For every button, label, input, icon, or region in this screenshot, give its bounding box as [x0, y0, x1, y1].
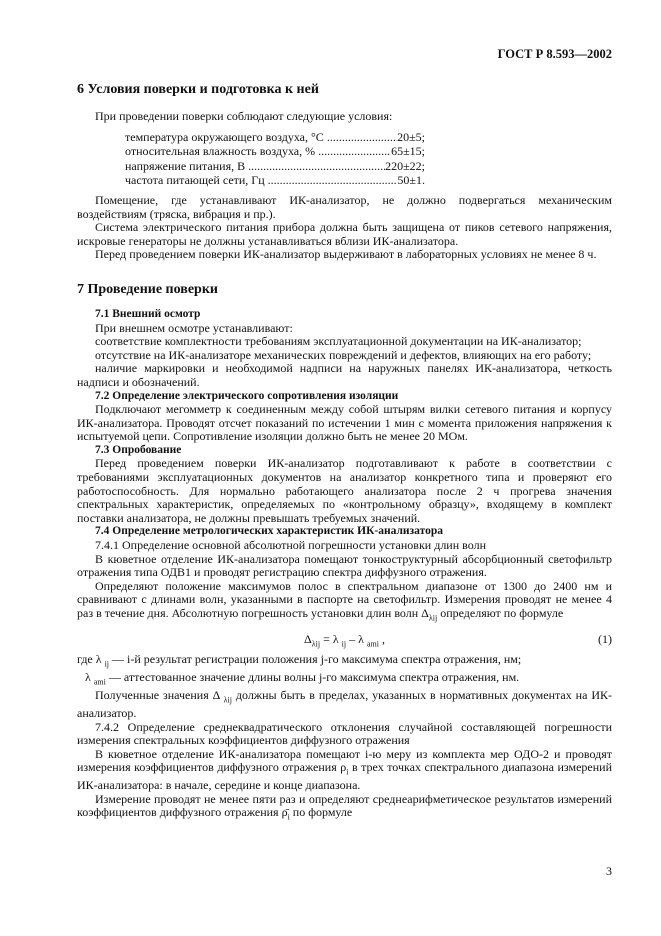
- paragraph: Помещение, где устанавливают ИК-анализатор, не должно подвергаться механическим воздействиям (тряска, вибрация и пр.).: [77, 192, 612, 221]
- paragraph: Перед проведением поверки ИК-анализатор подготавливают к работе в соответствии с требованиями эксплуатационных документов на анализатор конкретного типа и проверяют его работоспособность. Для нормально работающего анализатора после 2 ч прогрева значения спектральных характеристик, определяемых по «контрольному образцу», входящему в комплект поставки анализатора, не должны превышать требуемых значений.: [77, 456, 612, 525]
- paragraph: В кюветное отделение ИК-анализатора помещают i-ю меру из комплекта мер ОДО-2 и проводят измерения коэффициентов диффузного отражения $\rho_i$ в трех точках спектрального диапазона измерений ИК-анализатора: в начале, середине и конце диапазона.: [77, 746, 612, 793]
- paragraph: Система электрического питания прибора должна быть защищена от пиков сетевого напряжения, искровые генераторы не должны устанавливаться вблизи ИК-анализатора.: [77, 220, 612, 248]
- formula-1: $\Delta_{\lambda ij} = \lambda$ $_{ij}$ – λ $_{ami}$ , (1): [77, 625, 612, 653]
- section-7-3-title: 7.3 Опробование: [95, 443, 182, 456]
- paragraph: Измерение проводят не менее пяти раз и определяют среднеарифметическое результатов измерений коэффициентов диффузного отражения $\rhō_i$ по формуле: [77, 791, 612, 822]
- section-7-1-title: 7.1 Внешний осмотр: [95, 307, 201, 320]
- section-6-title: 6 Условия поверки и подготовка к ней: [77, 82, 319, 97]
- conditions-list: [125, 130, 612, 188]
- paragraph: Полученные значения Δ $_{\lambda ij}$ должны быть в пределах, указанных в нормативных документах на ИК-анализатор.: [77, 687, 612, 720]
- section-7-4-title: 7.4 Определение метрологических характеристик ИК-анализатора: [95, 525, 444, 538]
- page-body: [77, 0, 612, 824]
- document-header: ГОСТ Р 8.593—2002: [497, 47, 612, 61]
- s6-intro: При проведении поверки соблюдают следующие условия:: [95, 109, 393, 123]
- condition-item: частота питающей сети, Гц ..... 50±1.: [125, 173, 425, 188]
- paragraph: наличие маркировки и необходимой надписи на наружных панелях ИК-анализатора, четкость надписи и обозначений.: [77, 361, 612, 389]
- paragraph: соответствие комплектности требованиям эксплуатационной документации на ИК-анализатор;: [95, 334, 582, 349]
- paragraph: Подключают мегомметр к соединенным между собой штырям вилки сетевого питания и корпусу ИК-анализатора. Проводят отсчет показаний по истечении 1 мин с момента приложения напряжения к испытуемой цепи. Сопротивление изоляции должно быть не менее 20 МОм.: [77, 402, 612, 444]
- condition-item: температура окружающего воздуха, °С ..... 20±5;: [125, 130, 425, 145]
- paragraph: Определяют положение максимумов полос в спектральном диапазоне от 1300 до 2400 нм и сравнивают с длинами волн, указанными в паспорте на светофильтр. Измерения проводят не менее 4 раз в течение дня. Абсолютную погрешность установки длин волн $\Delta_{\lambda ij}$ определяют по формуле: [77, 578, 612, 623]
- section-7-title: 7 Проведение поверки: [77, 281, 218, 297]
- subsection-7-4-1: 7.4.1 Определение основной абсолютной погрешности установки длин волн: [95, 538, 486, 553]
- paragraph: В кюветное отделение ИК-анализатора помещают тонкоструктурный абсорбционный светофильтр отражения типа ОДВ1 и проводят регистрацию спектра диффузного отражения.: [77, 551, 612, 580]
- subsection-7-4-2: 7.4.2 Определение среднеквадратического отклонения случайной составляющей погрешности измерения спектральных коэффициентов диффузного отражения: [77, 719, 612, 748]
- paragraph: При внешнем осмотре устанавливают:: [95, 320, 293, 335]
- paragraph: Перед проведением поверки ИК-анализатор выдерживают в лабораторных условиях не менее 8 ч.: [95, 247, 597, 262]
- where-line: λ $_{ami}$ — аттестованное значение длины волны j-го максимума спектра отражения, нм.: [85, 669, 520, 687]
- paragraph: отсутствие на ИК-анализаторе механических повреждений и дефектов, влияющих на его работу;: [95, 347, 592, 362]
- formula-number: (1): [598, 631, 612, 646]
- where-line: где λ $_{ij}$ — i-й результат регистрации положения j-го максимума спектра отражения, нм;: [77, 651, 522, 669]
- condition-item: относительная влажность воздуха, % ..... 65±15;: [125, 144, 425, 159]
- condition-item: напряжение питания, В ..... 220±22;: [125, 159, 425, 174]
- page-number: 3: [606, 864, 612, 878]
- section-7-2-title: 7.2 Определение электрического сопротивления изоляции: [95, 389, 399, 402]
